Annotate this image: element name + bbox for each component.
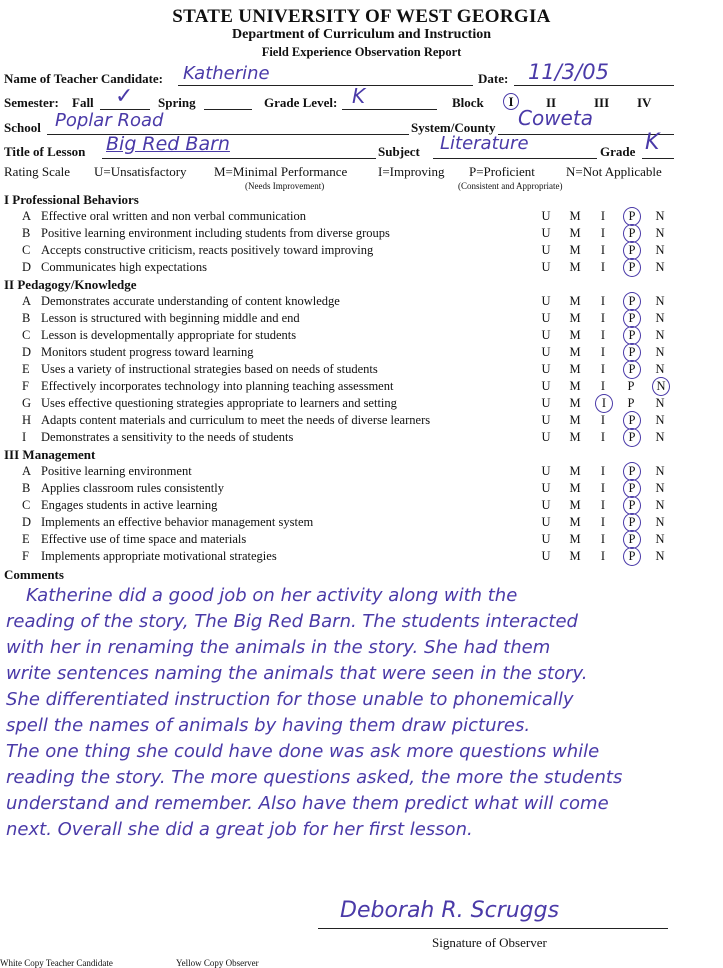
rating-m-note: (Needs Improvement)	[245, 181, 325, 191]
block-1: I	[503, 93, 519, 110]
rating-option-u: U	[541, 515, 551, 529]
grade-label: Grade	[600, 144, 636, 159]
subject-label: Subject	[378, 144, 420, 159]
lesson-label: Title of Lesson	[4, 144, 86, 159]
rating-option-i: I	[600, 226, 606, 240]
rating-option-u: U	[541, 328, 551, 342]
date-value: 11/3/05	[528, 60, 609, 84]
criterion-row	[0, 549, 723, 566]
rating-option-u: U	[541, 362, 551, 376]
department-title: Department of Curriculum and Instruction	[232, 27, 491, 42]
rating-option-i: I	[600, 464, 606, 478]
criterion-row	[0, 481, 723, 498]
criterion-letter: E	[22, 532, 30, 546]
rating-option-m: M	[569, 515, 581, 529]
section-title: I Professional Behaviors	[4, 192, 139, 207]
rating-p: P=Proficient	[469, 164, 535, 179]
rating-option-p: P	[627, 396, 635, 410]
rating-option-m: M	[569, 396, 581, 410]
rating-option-m: M	[569, 464, 581, 478]
criterion-letter: C	[22, 498, 31, 512]
fall-checkmark: ✓	[115, 84, 134, 109]
rating-option-i: I	[600, 498, 606, 512]
criterion-row	[0, 379, 723, 396]
university-title: STATE UNIVERSITY OF WEST GEORGIA	[172, 6, 551, 27]
criterion-text: Demonstrates accurate understanding of content knowledge	[41, 294, 340, 308]
rating-option-i: I	[600, 260, 606, 274]
signature-label: Signature of Observer	[432, 935, 547, 950]
criterion-row	[0, 294, 723, 311]
comment-line: She differentiated instruction for those unable to phonemically	[6, 689, 574, 710]
rating-option-u: U	[541, 481, 551, 495]
rating-option-u: U	[541, 413, 551, 427]
rating-option-n: N	[655, 260, 665, 274]
rating-option-m: M	[569, 345, 581, 359]
rating-option-i: I	[600, 345, 606, 359]
report-title: Field Experience Observation Report	[261, 45, 462, 59]
rating-option-n: N	[655, 481, 665, 495]
section-title: III Management	[4, 447, 96, 462]
criterion-letter: B	[22, 481, 31, 495]
footer-white-copy: White Copy Teacher Candidate	[0, 958, 113, 968]
rating-option-u: U	[541, 260, 551, 274]
criterion-text: Implements an effective behavior management system	[41, 515, 314, 529]
rating-option-p: P	[623, 326, 641, 345]
comment-line: Katherine did a good job on her activity along with the	[26, 585, 518, 606]
rating-option-n: N	[655, 209, 665, 223]
candidate-value: Katherine	[183, 63, 270, 84]
rating-option-p: P	[623, 513, 641, 532]
rating-option-p: P	[623, 462, 641, 481]
criterion-row	[0, 498, 723, 515]
criterion-letter: H	[22, 413, 32, 427]
rating-option-u: U	[541, 311, 551, 325]
criterion-text: Adapts content materials and curriculum to meet the needs of diverse learners	[41, 413, 431, 427]
rating-option-m: M	[569, 311, 581, 325]
rating-option-p: P	[623, 292, 641, 311]
rating-option-i: I	[600, 549, 606, 563]
rating-option-m: M	[569, 413, 581, 427]
criterion-text: Engages students in active learning	[41, 498, 218, 512]
rating-option-p: P	[623, 207, 641, 226]
rating-option-p: P	[623, 428, 641, 447]
rating-option-u: U	[541, 430, 551, 444]
rating-option-n: N	[655, 396, 665, 410]
comment-line: spell the names of animals by having them draw pictures.	[6, 715, 531, 736]
candidate-label: Name of Teacher Candidate:	[4, 71, 164, 86]
criterion-letter: C	[22, 328, 31, 342]
footer-yellow-copy: Yellow Copy Observer	[176, 958, 259, 968]
criterion-row	[0, 413, 723, 430]
rating-option-m: M	[569, 260, 581, 274]
criterion-letter: D	[22, 260, 32, 274]
signature-line	[318, 928, 668, 929]
rating-option-p: P	[623, 530, 641, 549]
criterion-letter: B	[22, 311, 31, 325]
rating-option-n: N	[655, 430, 665, 444]
criterion-row	[0, 260, 723, 277]
criterion-row	[0, 362, 723, 379]
rating-option-p: P	[627, 379, 635, 393]
rating-option-p: P	[623, 479, 641, 498]
rating-option-p: P	[623, 547, 641, 566]
criterion-letter: F	[22, 379, 29, 393]
criterion-text: Effective oral written and non verbal communication	[41, 209, 306, 223]
observer-signature: Deborah R. Scruggs	[340, 898, 560, 923]
rating-option-n: N	[655, 243, 665, 257]
comment-line: with her in renaming the animals in the story. She had them	[6, 637, 551, 658]
criterion-row	[0, 464, 723, 481]
rating-option-n: N	[655, 464, 665, 478]
block-3: III	[594, 95, 610, 110]
school-label: School	[4, 120, 41, 135]
rating-option-p: P	[623, 309, 641, 328]
rating-option-m: M	[569, 481, 581, 495]
rating-option-u: U	[541, 294, 551, 308]
rating-option-u: U	[541, 396, 551, 410]
criterion-row	[0, 430, 723, 447]
spring-line	[204, 92, 252, 110]
criterion-text: Positive learning environment including students from diverse groups	[41, 226, 390, 240]
criterion-row	[0, 532, 723, 549]
rating-option-u: U	[541, 379, 551, 393]
criterion-letter: D	[22, 515, 32, 529]
criterion-row	[0, 396, 723, 413]
rating-option-n: N	[655, 498, 665, 512]
section-title: II Pedagogy/Knowledge	[4, 277, 137, 292]
rating-option-n: N	[655, 532, 665, 546]
criterion-text: Implements appropriate motivational strategies	[41, 549, 277, 563]
semester-label: Semester:	[4, 95, 59, 110]
criterion-row	[0, 209, 723, 226]
rating-option-i: I	[600, 294, 606, 308]
rating-m: M=Minimal Performance	[214, 164, 348, 179]
rating-p-note: (Consistent and Appropriate)	[458, 181, 563, 191]
criterion-text: Accepts constructive criticism, reacts positively toward improving	[41, 243, 374, 257]
criterion-letter: D	[22, 345, 32, 359]
system-label: System/County	[411, 120, 496, 135]
criterion-letter: G	[22, 396, 32, 410]
rating-option-m: M	[569, 532, 581, 546]
rating-option-p: P	[623, 411, 641, 430]
spring-label: Spring	[158, 95, 196, 110]
comment-line: write sentences naming the animals that were seen in the story.	[6, 663, 588, 684]
block-2: II	[546, 95, 557, 110]
date-label: Date:	[478, 71, 509, 86]
rating-option-n: N	[655, 413, 665, 427]
rating-option-m: M	[569, 243, 581, 257]
criterion-row	[0, 345, 723, 362]
block-label: Block	[452, 95, 484, 110]
rating-i: I=Improving	[378, 164, 445, 179]
rating-option-n: N	[652, 377, 670, 396]
rating-u: U=Unsatisfactory	[94, 164, 187, 179]
rating-n: N=Not Applicable	[566, 164, 662, 179]
comment-line: reading of the story, The Big Red Barn. The students interacted	[6, 611, 578, 632]
rating-option-i: I	[600, 430, 606, 444]
rating-option-u: U	[541, 498, 551, 512]
criterion-text: Effective use of time space and materials	[41, 532, 247, 546]
rating-option-m: M	[569, 430, 581, 444]
criterion-letter: C	[22, 243, 31, 257]
criterion-text: Positive learning environment	[41, 464, 192, 478]
criterion-text: Effectively incorporates technology into planning teaching assessment	[41, 379, 394, 393]
rating-option-i: I	[600, 243, 606, 257]
criterion-text: Monitors student progress toward learning	[41, 345, 254, 359]
criterion-text: Applies classroom rules consistently	[41, 481, 224, 495]
rating-option-m: M	[569, 328, 581, 342]
rating-option-m: M	[569, 362, 581, 376]
rating-option-i: I	[600, 532, 606, 546]
rating-option-i: I	[600, 209, 606, 223]
rating-option-m: M	[569, 226, 581, 240]
rating-option-u: U	[541, 549, 551, 563]
rating-option-p: P	[623, 343, 641, 362]
rating-option-i: I	[600, 515, 606, 529]
school-value: Poplar Road	[55, 110, 164, 131]
criterion-text: Lesson is developmentally appropriate for students	[41, 328, 297, 342]
criterion-letter: A	[22, 209, 32, 223]
criterion-text: Demonstrates a sensitivity to the needs of students	[41, 430, 294, 444]
criterion-text: Uses a variety of instructional strategies based on needs of students	[41, 362, 378, 376]
comments-label: Comments	[4, 567, 64, 582]
criterion-row	[0, 226, 723, 243]
criterion-letter: F	[22, 549, 29, 563]
criterion-text: Communicates high expectations	[41, 260, 207, 274]
criterion-row	[0, 515, 723, 532]
grade-level-value: K	[352, 84, 366, 108]
rating-option-u: U	[541, 532, 551, 546]
rating-option-p: P	[623, 224, 641, 243]
criterion-letter: I	[22, 430, 27, 444]
rating-option-p: P	[623, 241, 641, 260]
rating-option-n: N	[655, 345, 665, 359]
block-4: IV	[637, 95, 652, 110]
comment-line: understand and remember. Also have them predict what will come	[6, 793, 609, 814]
criterion-row	[0, 243, 723, 260]
fall-label: Fall	[72, 95, 94, 110]
rating-option-i: I	[600, 481, 606, 495]
rating-option-m: M	[569, 498, 581, 512]
rating-option-u: U	[541, 226, 551, 240]
criterion-text: Lesson is structured with beginning middle and end	[41, 311, 300, 325]
system-value: Coweta	[518, 106, 593, 130]
criterion-text: Uses effective questioning strategies appropriate to learners and setting	[41, 396, 397, 410]
rating-option-p: P	[623, 496, 641, 515]
comment-line: next. Overall she did a great job for her first lesson.	[6, 819, 473, 840]
rating-option-u: U	[541, 243, 551, 257]
comment-line: The one thing she could have done was ask more questions while	[6, 741, 600, 762]
rating-option-i: I	[595, 394, 613, 413]
rating-option-u: U	[541, 209, 551, 223]
subject-value: Literature	[440, 133, 529, 154]
rating-option-i: I	[600, 413, 606, 427]
rating-option-p: P	[623, 258, 641, 277]
criterion-letter: B	[22, 226, 31, 240]
rating-option-p: P	[623, 360, 641, 379]
rating-option-i: I	[600, 311, 606, 325]
rating-option-i: I	[600, 362, 606, 376]
comment-line: reading the story. The more questions asked, the more the students	[6, 767, 623, 788]
rating-option-m: M	[569, 379, 581, 393]
rating-option-m: M	[569, 294, 581, 308]
rating-option-n: N	[655, 328, 665, 342]
rating-option-n: N	[655, 549, 665, 563]
criterion-letter: A	[22, 464, 32, 478]
rating-option-n: N	[655, 311, 665, 325]
rating-option-i: I	[600, 328, 606, 342]
grade-level-label: Grade Level:	[264, 95, 338, 110]
rating-option-n: N	[655, 362, 665, 376]
rating-option-m: M	[569, 209, 581, 223]
lesson-value: Big Red Barn	[106, 133, 230, 155]
rating-scale-label: Rating Scale	[4, 164, 71, 179]
rating-option-n: N	[655, 226, 665, 240]
rating-option-n: N	[655, 515, 665, 529]
criterion-row	[0, 311, 723, 328]
rating-option-n: N	[655, 294, 665, 308]
criterion-row	[0, 328, 723, 345]
rating-option-i: I	[600, 379, 606, 393]
grade-value: K	[645, 130, 660, 155]
rating-option-m: M	[569, 549, 581, 563]
rating-option-u: U	[541, 464, 551, 478]
criterion-letter: A	[22, 294, 32, 308]
rating-option-u: U	[541, 345, 551, 359]
criterion-letter: E	[22, 362, 30, 376]
